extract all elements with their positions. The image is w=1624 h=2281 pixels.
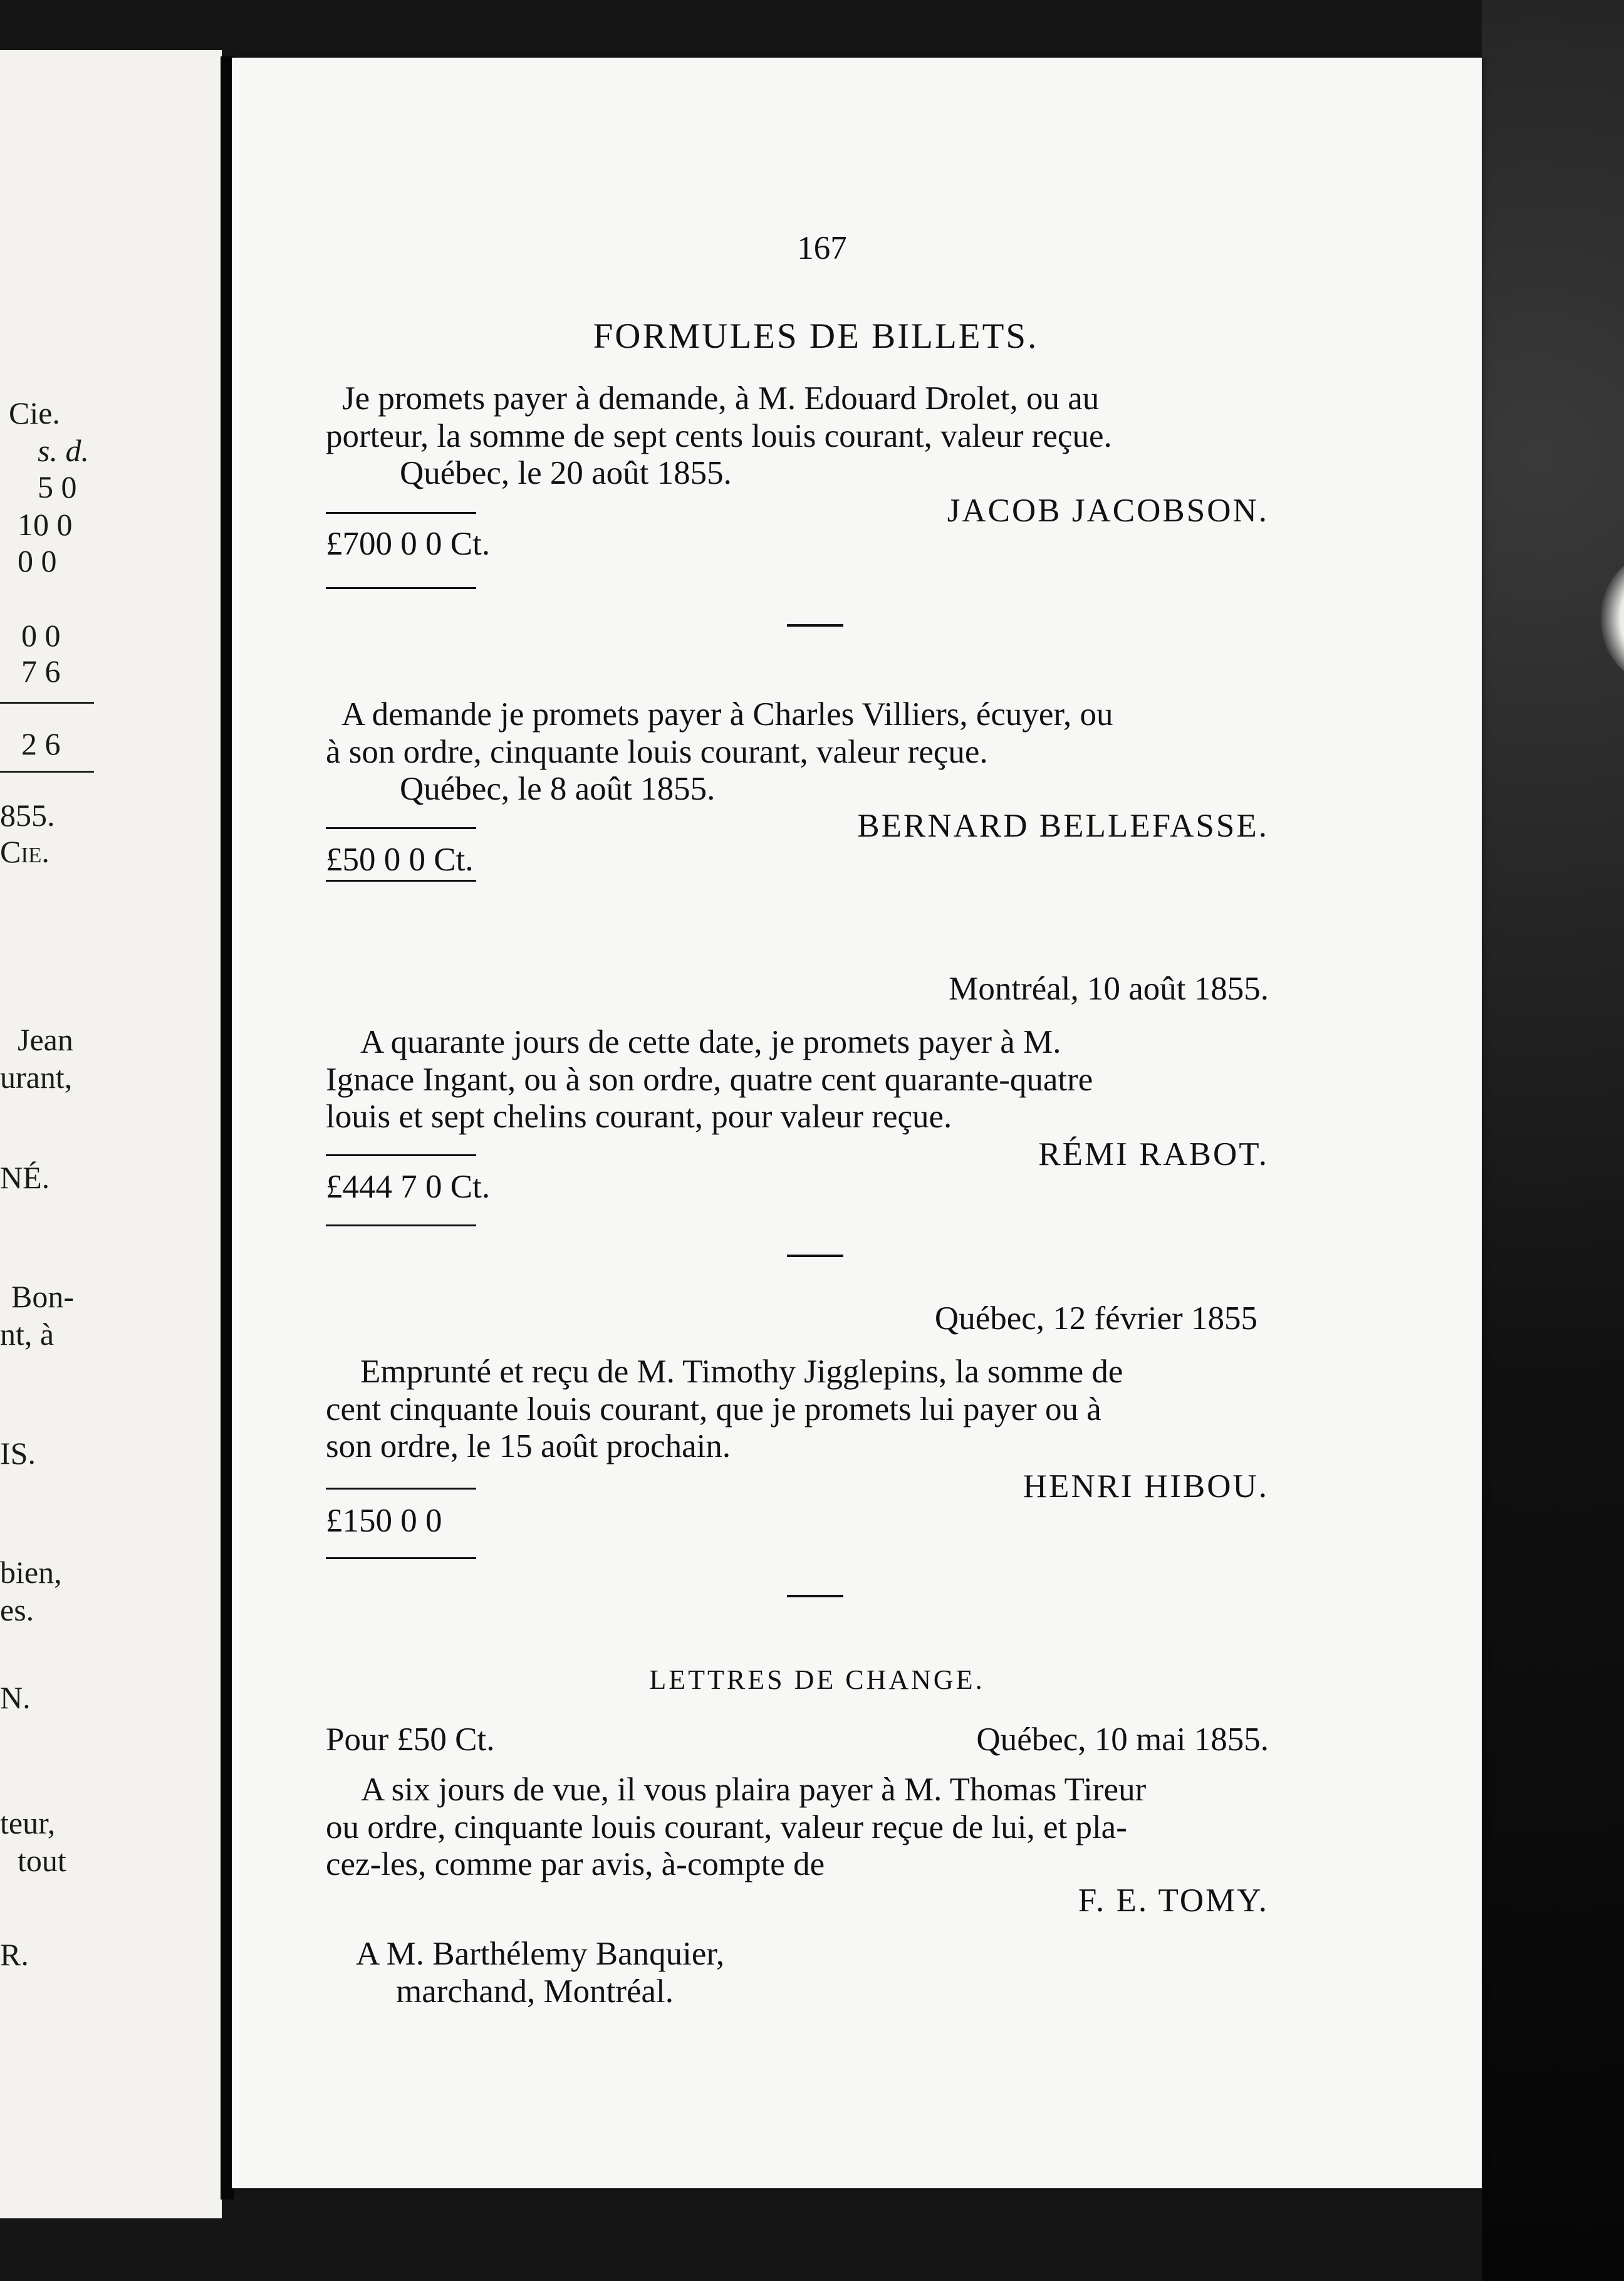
left-fragment: IS.	[0, 1436, 36, 1471]
separator-dash	[787, 624, 843, 627]
bill-section-title: LETTRES DE CHANGE.	[649, 1664, 985, 1695]
note-1-line-2: porteur, la somme de sept cents louis courant, valeur reçue.	[326, 418, 1112, 454]
amount-rule-top	[326, 512, 476, 514]
note-4-line-3: son ordre, le 15 août prochain.	[326, 1428, 731, 1464]
note-1-signature: JACOB JACOBSON.	[947, 493, 1269, 529]
left-page-fragment	[0, 50, 222, 2218]
book-page	[232, 58, 1482, 2188]
note-4-line-2: cent cinquante louis courant, que je promets lui payer ou à	[326, 1391, 1101, 1428]
note-3-line-2: Ignace Ingant, ou à son ordre, quatre cent quarante-quatre	[326, 1062, 1093, 1098]
separator-dash	[787, 1255, 843, 1257]
left-rule	[0, 771, 94, 773]
amount-rule-top	[326, 1154, 476, 1156]
left-fragment: 0 0	[18, 543, 57, 578]
note-3-signature: RÉMI RABOT.	[1038, 1136, 1269, 1172]
left-fragment: 0 0	[21, 618, 61, 653]
note-4-signature: HENRI HIBOU.	[1023, 1468, 1269, 1505]
amount-rule-bottom	[326, 880, 476, 882]
note-4-amount: £150 0 0	[326, 1503, 442, 1539]
amount-rule-bottom	[326, 1557, 476, 1559]
amount-rule-top	[326, 827, 476, 829]
left-fragment: teur,	[0, 1805, 56, 1840]
left-fragment: tout	[18, 1843, 66, 1878]
bill-line-1: A six jours de vue, il vous plaira payer à M. Thomas Tireur	[361, 1772, 1147, 1808]
note-3-line-3: louis et sept chelins courant, pour valeur reçue.	[326, 1099, 952, 1135]
bill-line-3: cez-les, comme par avis, à-compte de	[326, 1846, 825, 1882]
note-2-amount: £50 0 0 Ct.	[326, 842, 474, 878]
note-2-place-date: Québec, le 8 août 1855.	[400, 771, 716, 807]
left-fragment: Bon-	[11, 1279, 74, 1314]
left-fragment: 5 0	[38, 469, 77, 504]
note-2-line-1: A demande je promets payer à Charles Villiers, écuyer, ou	[341, 696, 1113, 733]
amount-rule-bottom	[326, 587, 476, 589]
left-fragment: bien,	[0, 1555, 62, 1590]
note-3-line-1: A quarante jours de cette date, je promets payer à M.	[360, 1024, 1061, 1060]
note-3-place-date: Montréal, 10 août 1855.	[949, 971, 1269, 1007]
section-title: FORMULES DE BILLETS.	[593, 316, 1039, 356]
bill-place-date: Québec, 10 mai 1855.	[976, 1721, 1269, 1758]
bill-amount: Pour £50 Ct.	[326, 1721, 495, 1758]
page-number: 167	[797, 230, 847, 266]
left-fragment: N.	[0, 1680, 31, 1715]
left-fragment: 2 6	[21, 726, 61, 761]
left-fragment: es.	[0, 1592, 34, 1627]
dark-background-edge	[1482, 0, 1624, 2281]
left-fragment: 855.	[0, 798, 55, 833]
amount-rule-top	[326, 1488, 476, 1490]
left-fragment: Jean	[18, 1022, 73, 1057]
left-fragment: 7 6	[21, 654, 61, 689]
note-1-line-1: Je promets payer à demande, à M. Edouard Drolet, ou au	[342, 380, 1100, 417]
left-rule	[0, 702, 94, 704]
bill-addressee-line-1: A M. Barthélemy Banquier,	[356, 1936, 725, 1972]
note-1-place-date: Québec, le 20 août 1855.	[400, 455, 732, 491]
note-4-place-date: Québec, 12 février 1855	[934, 1300, 1257, 1337]
left-fragment: Cie.	[0, 834, 49, 869]
note-2-line-2: à son ordre, cinquante louis courant, valeur reçue.	[326, 734, 988, 770]
left-fragment: Cie.	[9, 395, 60, 431]
bill-signature: F. E. TOMY.	[1078, 1882, 1269, 1919]
separator-dash	[787, 1595, 843, 1597]
bill-addressee-line-2: marchand, Montréal.	[396, 1973, 674, 2010]
left-fragment: urant,	[0, 1060, 73, 1095]
left-fragment: R.	[0, 1937, 29, 1972]
left-fragment: nt, à	[0, 1317, 55, 1352]
bill-line-2: ou ordre, cinquante louis courant, valeur reçue de lui, et pla-	[326, 1809, 1127, 1845]
note-4-line-1: Emprunté et reçu de M. Timothy Jigglepins, la somme de	[360, 1354, 1123, 1390]
left-fragment: s. d.	[38, 433, 89, 468]
amount-rule-bottom	[326, 1224, 476, 1226]
left-fragment: NÉ.	[0, 1160, 50, 1195]
note-3-amount: £444 7 0 Ct.	[326, 1169, 491, 1205]
left-fragment: 10 0	[18, 507, 73, 542]
note-1-amount: £700 0 0 Ct.	[326, 526, 491, 562]
note-2-signature: BERNARD BELLEFASSE.	[857, 808, 1269, 844]
